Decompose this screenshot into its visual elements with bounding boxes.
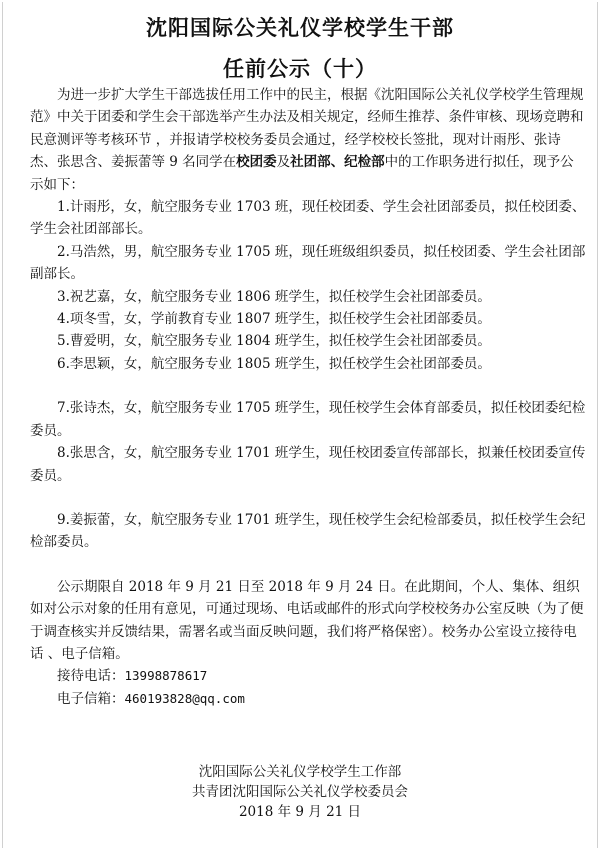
phone-line [30, 665, 586, 687]
phone-label: 接待电话： [57, 668, 125, 685]
document-title: 沈阳国际公关礼仪学校学生干部 [146, 16, 454, 40]
appointee-item: 1.计雨彤，女，航空服务专业 1703 班，现任校团委、学生会社团部委员，拟任校团委、学生会社团部部长。 [30, 199, 586, 238]
appointee-item: 7.张诗杰，女，航空服务专业 1705 班学生，现任校学生会体育部委员，拟任校团委纪检委员。 [30, 400, 586, 439]
signature-block [0, 762, 600, 822]
intro-paragraph [30, 84, 586, 196]
appointee-item: 9.姜振蕾，女，航空服务专业 1701 班学生，现任校学生会纪检部委员，拟任校学生会纪检部委员。 [30, 511, 586, 551]
document-subtitle: 任前公示（十） [223, 57, 377, 81]
issuer-youth-league-committee: 共青团沈阳国际公关礼仪学校委员会 [192, 784, 408, 800]
spacer [30, 487, 586, 509]
notice-paragraph: 公示期限自 2018 年 9 月 21 日至 2018 年 9 月 24 日。在此期间，个人、集体、组织如对公示对象的任用有意见，可通过现场、电话或邮件的形式向学校校务办公室反映（为了便于调查核实并反馈结果，需署名或当面反映问题，我们将严格保密）。校务办公室设立接待电话 、电子信箱。 [30, 578, 584, 662]
appointee-item: 2.马浩然，男，航空服务专业 1705 班，现任班级组织委员，拟任校团委、学生会社团部副部长。 [30, 243, 586, 283]
appointee-item: 3.祝艺嘉，女，航空服务专业 1806 班学生，拟任校学生会社团部委员。 [57, 288, 491, 305]
intro-text-1: 为进一步扩大学生干部选拔任用工作中的民主，根据《沈阳国际公关礼仪学校学生管理规范》中关于团委和学生会干部选举产生办法及相关规定，经师生推荐、条件审核、现场竞聘和民意测评等考核环节 ，并报请学校校务委员会通过，经学校校长签批，现对计雨彤、张诗杰、张思含、姜振蕾等 9 名同学在 [30, 87, 584, 171]
intro-text-3: 中的工作职务进行拟任，现予公示如下： [30, 154, 574, 193]
intro-keyword-youth-league: 校团委 [236, 154, 277, 171]
spacer [30, 554, 586, 576]
issuer-work-department: 沈阳国际公关礼仪学校学生工作部 [198, 764, 402, 780]
issue-date: 2018 年 9 月 21 日 [238, 804, 362, 820]
appointee-item: 8.张思含，女，航空服务专业 1701 班学生，现任校团委宣传部部长，拟兼任校团委宣传委员。 [30, 445, 586, 484]
phone-number: 13998878617 [124, 668, 208, 684]
document-body [30, 84, 586, 710]
spacer [30, 375, 586, 397]
appointee-item: 6.李思颖，女，航空服务专业 1805 班学生，拟任校学生会社团部委员。 [57, 355, 491, 372]
appointee-item: 4.项冬雪，女，学前教育专业 1807 班学生，拟任校学生会社团部委员。 [57, 311, 491, 328]
intro-text-2: 及 [276, 154, 291, 171]
email-line [30, 688, 586, 710]
email-label: 电子信箱： [57, 690, 125, 707]
intro-keyword-departments: 社团部、纪检部 [290, 154, 385, 171]
email-address: 460193828@qq.com [124, 690, 245, 706]
appointee-item: 5.曹爱明，女，航空服务专业 1804 班学生，拟任校学生会社团部委员。 [57, 333, 491, 350]
